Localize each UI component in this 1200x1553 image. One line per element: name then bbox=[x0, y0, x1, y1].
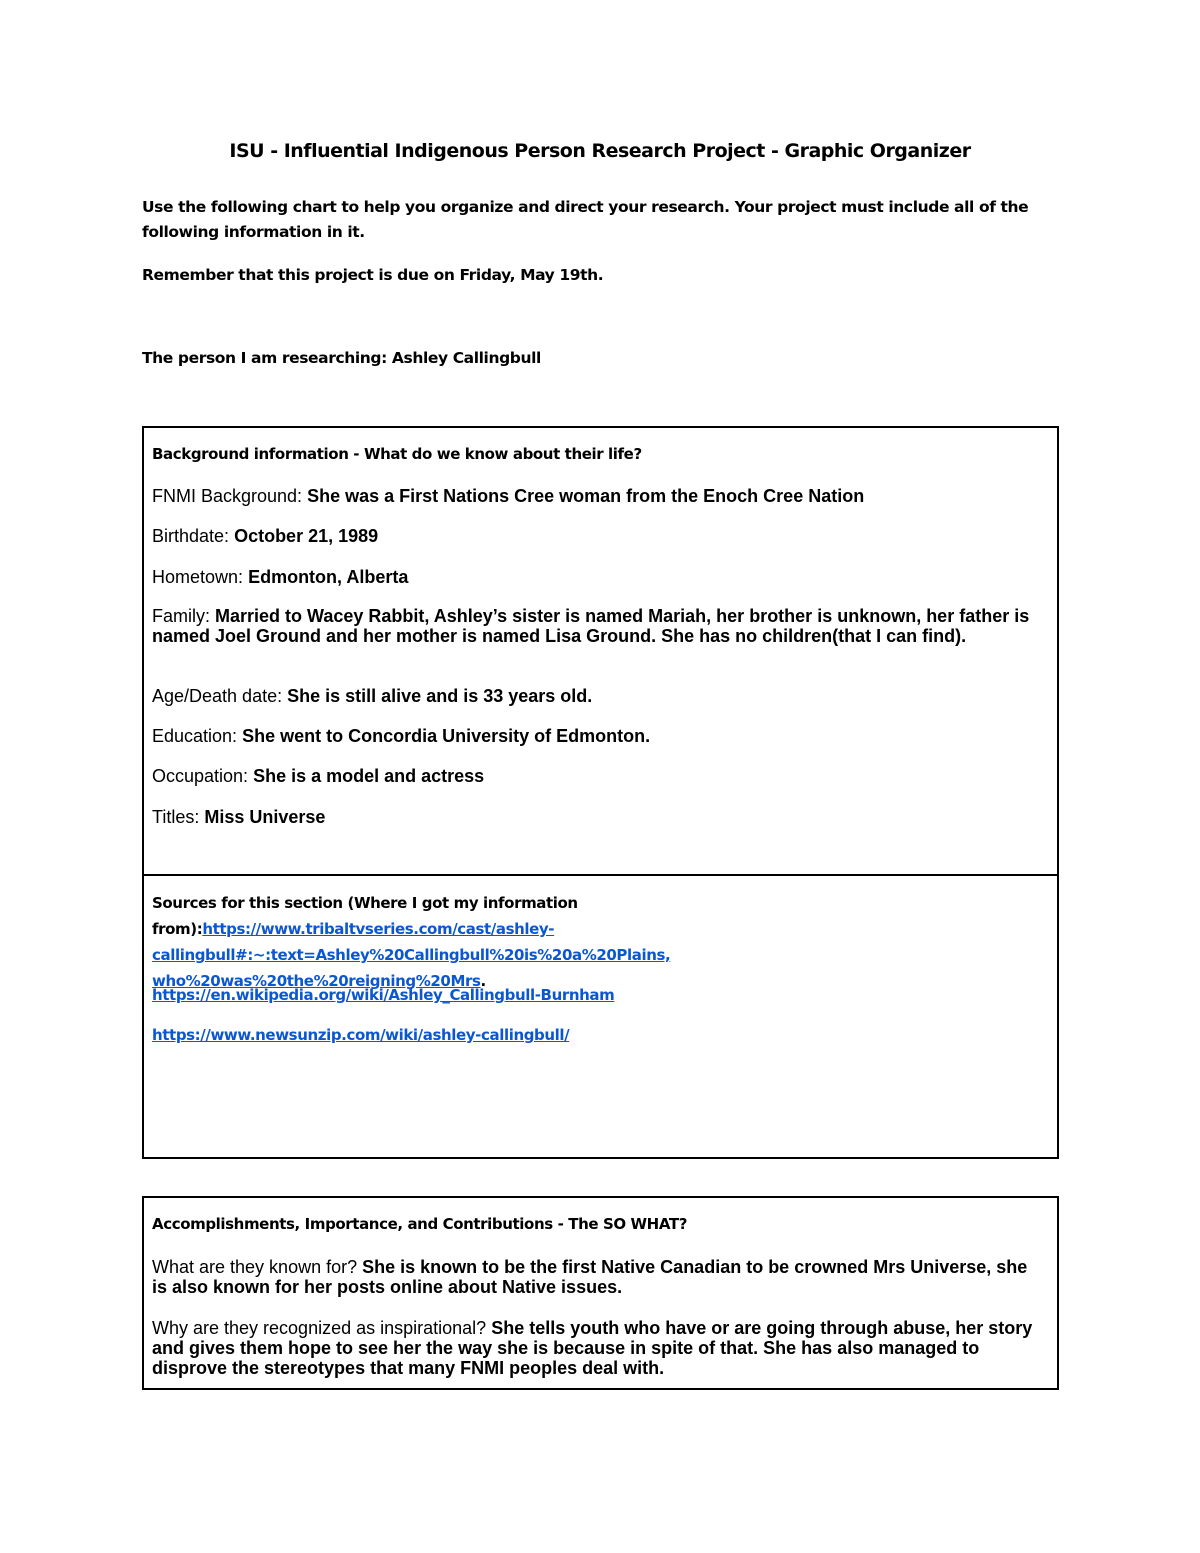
sources-heading bbox=[152, 890, 1049, 994]
field-value: She went to Concordia University of Edmonton. bbox=[242, 726, 651, 746]
source-link-trail: . bbox=[480, 972, 486, 990]
field-label: FNMI Background: bbox=[152, 486, 303, 506]
field-value: Married to Wacey Rabbit, Ashley’s sister is named Mariah, her brother is unknown, her father is named Joel Ground and her mother is named Lisa Ground. She has no children(that I can find). bbox=[152, 606, 1030, 646]
sources-heading-line1: Sources for this section (Where I got my information bbox=[152, 894, 578, 912]
field-known-for bbox=[152, 1257, 1037, 1297]
field-value: She is still alive and is 33 years old. bbox=[287, 686, 593, 706]
field-label: Family: bbox=[152, 606, 210, 626]
source-line-wikipedia bbox=[152, 986, 614, 1004]
source-link-newsunzip[interactable]: https://www.newsunzip.com/wiki/ashley-callingbull/ bbox=[152, 1026, 570, 1044]
sources-heading-from: from): bbox=[152, 920, 203, 938]
field-value: Miss Universe bbox=[204, 807, 326, 827]
field-label: Why are they recognized as inspirational? bbox=[152, 1318, 487, 1338]
document-title: ISU - Influential Indigenous Person Research Project - Graphic Organizer bbox=[229, 140, 971, 162]
field-label: Titles: bbox=[152, 807, 200, 827]
field-label: What are they known for? bbox=[152, 1257, 358, 1277]
field-label: Occupation: bbox=[152, 766, 249, 786]
intro-paragraph: Use the following chart to help you organize and direct your research. Your project must include all of the following information in it. bbox=[142, 198, 1029, 241]
field-value: October 21, 1989 bbox=[234, 526, 379, 546]
table-divider bbox=[144, 874, 1057, 876]
field-age-death-date bbox=[152, 686, 1037, 706]
accomplishments-heading: Accomplishments, Importance, and Contributions - The SO WHAT? bbox=[152, 1215, 687, 1233]
person-line bbox=[142, 346, 1072, 371]
field-value: Edmonton, Alberta bbox=[248, 567, 409, 587]
field-birthdate bbox=[152, 526, 1037, 546]
field-label: Hometown: bbox=[152, 567, 244, 587]
field-inspirational bbox=[152, 1318, 1037, 1378]
source-line-newsunzip bbox=[152, 1026, 569, 1044]
field-hometown bbox=[152, 567, 1037, 587]
field-label: Age/Death date: bbox=[152, 686, 283, 706]
field-value: She was a First Nations Cree woman from the Enoch Cree Nation bbox=[307, 486, 865, 506]
field-label: Education: bbox=[152, 726, 238, 746]
field-value: She tells youth who have or are going through abuse, her story and gives them hope to see her the way she is because in spite of that. She has also managed to disprove the stereotypes that many FNMI peoples deal with. bbox=[152, 1318, 1033, 1378]
person-name: Ashley Callingbull bbox=[391, 349, 541, 367]
background-table bbox=[142, 426, 1059, 1159]
source-link-wikipedia[interactable]: https://en.wikipedia.org/wiki/Ashley_Callingbull-Burnham bbox=[152, 986, 615, 1004]
person-label: The person I am researching: bbox=[142, 349, 387, 367]
field-family bbox=[152, 606, 1037, 646]
field-value: She is known to be the first Native Canadian to be crowned Mrs Universe, she is also known for her posts online about Native issues. bbox=[152, 1257, 1028, 1297]
field-label: Birthdate: bbox=[152, 526, 230, 546]
field-value: She is a model and actress bbox=[253, 766, 485, 786]
accomplishments-table bbox=[142, 1196, 1059, 1390]
source-link-tribaltv[interactable]: https://www.tribaltvseries.com/cast/ashley-callingbull#:~:text=Ashley%20Callingbull%20is%20a%20Plains, bbox=[152, 920, 671, 964]
field-titles bbox=[152, 807, 1037, 827]
field-fnmi-background bbox=[152, 486, 1037, 506]
sources-heading-line2 bbox=[152, 916, 1049, 968]
background-heading: Background information - What do we know about their life? bbox=[152, 445, 642, 463]
field-education bbox=[152, 726, 1037, 746]
field-occupation bbox=[152, 766, 1037, 786]
due-date-note: Remember that this project is due on Friday, May 19th. bbox=[142, 266, 604, 284]
source-link-tribaltv-continued[interactable]: who%20was%20the%20reigning%20Mrs bbox=[152, 972, 481, 990]
